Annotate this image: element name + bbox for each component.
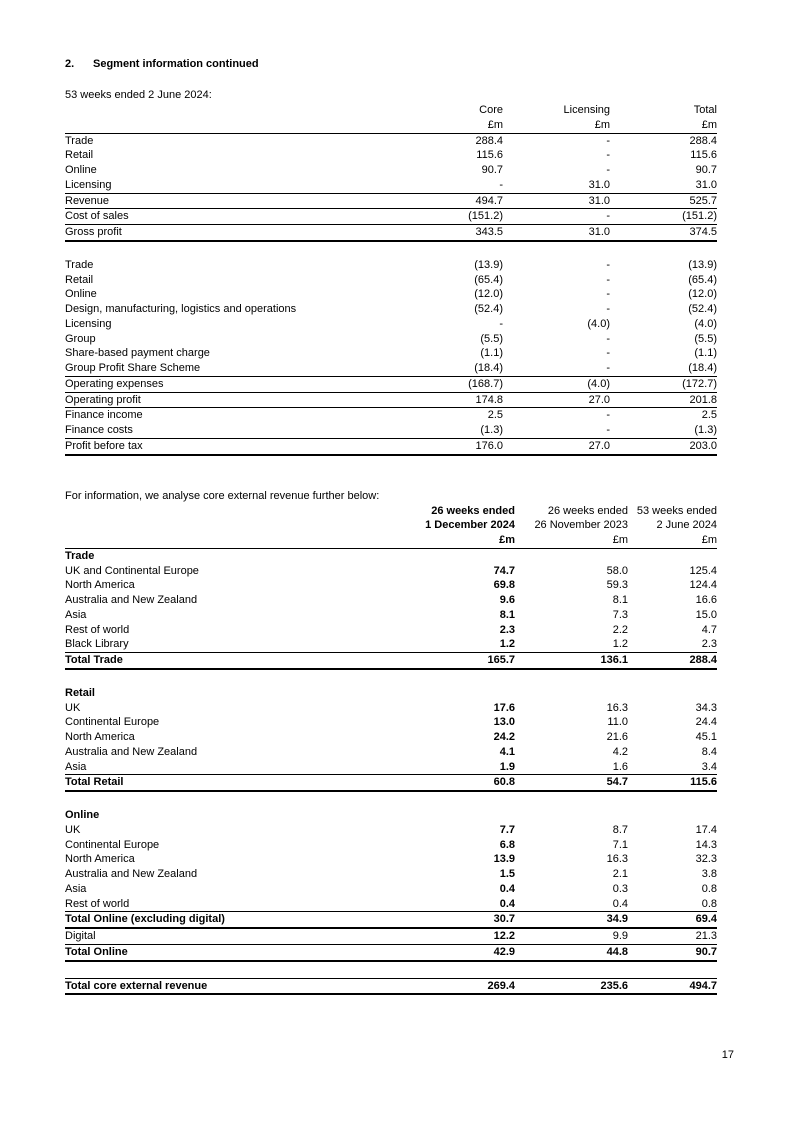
cell-value: -: [606, 347, 610, 360]
cell-value: (65.4): [474, 273, 503, 286]
table-row: [65, 225, 717, 241]
cell-value: 2.3: [701, 638, 717, 651]
cell-value: 3.4: [701, 760, 717, 773]
cell-value: (4.0): [694, 317, 717, 330]
row-label: Share-based payment charge: [65, 347, 210, 360]
table-row: [65, 423, 717, 438]
table-row: [65, 564, 717, 579]
cell-value: [395, 808, 515, 823]
cell-value: 8.7: [612, 823, 628, 836]
cell-value: 42.9: [395, 944, 515, 960]
cell-value: [628, 548, 717, 563]
cell-value: (151.2): [468, 210, 503, 223]
row-label: North America: [65, 731, 135, 743]
cell-value: 201.8: [610, 392, 717, 408]
table-row: [65, 408, 717, 423]
cell-value: 2.2: [612, 623, 628, 636]
table-row: [65, 944, 717, 960]
row-label: Asia: [65, 882, 87, 895]
cell-value: 21.3: [695, 930, 717, 942]
table-row: [65, 838, 717, 853]
cell-value: -: [606, 288, 610, 301]
cell-value: 31.0: [695, 178, 717, 191]
row-label: Online: [65, 164, 97, 176]
column-header: Core: [479, 104, 503, 116]
cell-value: 0.8: [701, 897, 717, 910]
cell-value: 288.4: [475, 134, 503, 147]
cell-value: 58.0: [606, 564, 628, 577]
table1-caption: 53 weeks ended 2 June 2024:: [65, 89, 212, 101]
row-label: Asia: [65, 608, 87, 621]
column-header-spacer: [65, 518, 395, 533]
cell-value: 165.7: [395, 653, 515, 669]
table-row: [65, 852, 717, 867]
column-header: £m: [360, 118, 503, 133]
cell-value: 4.1: [499, 745, 515, 758]
table-row: [65, 287, 717, 302]
cell-value: 8.1: [612, 594, 628, 606]
table-row: [65, 730, 717, 745]
cell-value: 174.8: [360, 392, 503, 408]
row-label: Total Trade: [65, 653, 395, 669]
cell-value: 90.7: [481, 164, 503, 176]
cell-value: 4.2: [612, 745, 628, 758]
cell-value: -: [499, 178, 503, 191]
cell-value: (1.1): [480, 347, 503, 360]
cell-value: 6.8: [499, 838, 515, 851]
table-row: [65, 317, 717, 332]
column-header-spacer: [65, 504, 395, 519]
column-header: 1 December 2024: [425, 519, 515, 532]
cell-value: 11.0: [607, 716, 628, 729]
cell-value: 125.4: [689, 564, 717, 577]
cell-value: -: [499, 317, 503, 330]
cell-value: 1.5: [499, 868, 515, 880]
cell-value: 69.8: [493, 579, 515, 592]
cell-value: 115.6: [476, 149, 503, 162]
row-label: Group Profit Share Scheme: [65, 362, 201, 374]
cell-value: 34.3: [695, 701, 717, 714]
cell-value: 374.5: [610, 225, 717, 241]
cell-value: -: [606, 303, 610, 315]
cell-value: 32.3: [695, 853, 717, 866]
cell-value: 69.4: [628, 912, 717, 928]
table-row: [65, 701, 717, 716]
cell-value: -: [606, 362, 610, 374]
cell-value: -: [606, 409, 610, 422]
cell-value: 27.0: [503, 438, 610, 454]
row-label: Group: [65, 332, 96, 345]
cell-value: [628, 686, 717, 701]
row-label: North America: [65, 579, 135, 592]
cell-value: (12.0): [474, 288, 503, 301]
row-label: Profit before tax: [65, 438, 360, 454]
cell-value: -: [606, 424, 610, 436]
row-label: UK and Continental Europe: [65, 564, 199, 577]
row-label: Operating profit: [65, 392, 360, 408]
table-row: [65, 332, 717, 347]
cell-value: 7.7: [499, 823, 515, 836]
cell-value: 0.4: [499, 882, 515, 895]
row-label: Total Online: [65, 944, 395, 960]
table-row: [65, 867, 717, 882]
cell-value: 1.2: [612, 638, 628, 651]
cell-value: (5.5): [694, 332, 717, 345]
column-header-spacer: [65, 533, 395, 548]
row-label: Retail: [65, 273, 94, 286]
cell-value: (1.3): [694, 424, 717, 436]
spacer-row: [65, 791, 717, 808]
cell-value: [395, 686, 515, 701]
row-label: Asia: [65, 760, 87, 773]
cell-value: 59.3: [606, 579, 628, 592]
row-label: Rest of world: [65, 623, 130, 636]
cell-value: 16.3: [606, 853, 628, 866]
column-header: 53 weeks ended: [636, 504, 717, 517]
table-row: [65, 438, 717, 454]
table-row: [65, 133, 717, 148]
row-label: Online: [65, 288, 97, 301]
row-label: Trade: [65, 549, 95, 562]
row-label: Finance costs: [65, 424, 133, 436]
cell-value: 8.4: [701, 745, 717, 758]
cell-value: [515, 548, 628, 563]
table-row: [65, 808, 717, 823]
table-row: [65, 163, 717, 178]
cell-value: -: [606, 273, 610, 286]
section-heading: [65, 57, 717, 72]
cell-value: 13.9: [493, 853, 515, 866]
cell-value: 235.6: [515, 978, 628, 994]
cell-value: 0.4: [499, 897, 515, 910]
table-row: [65, 578, 717, 593]
table-row: [65, 193, 717, 209]
row-label: Cost of sales: [65, 210, 129, 223]
row-label: Licensing: [65, 178, 112, 191]
row-label: Total Retail: [65, 775, 395, 791]
table-row: [65, 912, 717, 928]
row-label: Gross profit: [65, 225, 360, 241]
cell-value: 34.9: [515, 912, 628, 928]
cell-value: 494.7: [360, 193, 503, 209]
table-row: [65, 273, 717, 288]
table-row: [65, 392, 717, 408]
cell-value: 16.3: [606, 701, 628, 714]
cell-value: 54.7: [515, 775, 628, 791]
cell-value: 3.8: [701, 868, 717, 880]
column-header-spacer: [65, 103, 360, 118]
column-header: £m: [515, 533, 628, 548]
cell-value: (52.4): [474, 303, 503, 315]
row-label: Online: [65, 809, 100, 821]
cell-value: -: [606, 164, 610, 176]
row-label: Australia and New Zealand: [65, 745, 198, 758]
table-row: [65, 637, 717, 652]
column-header: £m: [610, 118, 717, 133]
cell-value: (151.2): [682, 210, 717, 223]
table-row: [65, 715, 717, 730]
table-row: [65, 302, 717, 317]
cell-value: 343.5: [360, 225, 503, 241]
cell-value: 525.7: [610, 193, 717, 209]
table-row: [65, 623, 717, 638]
column-header: 26 weeks ended: [431, 504, 515, 517]
cell-value: 27.0: [503, 392, 610, 408]
table-row: [65, 760, 717, 775]
cell-value: 16.6: [695, 594, 717, 606]
column-header: £m: [395, 533, 515, 548]
column-header: 26 weeks ended: [547, 504, 628, 517]
cell-value: 2.3: [499, 623, 515, 636]
row-label: Retail: [65, 149, 94, 162]
cell-value: 1.2: [499, 638, 515, 651]
table-row: [65, 823, 717, 838]
cell-value: 9.9: [612, 930, 628, 942]
table-row: [65, 897, 717, 912]
cell-value: 15.0: [695, 608, 717, 621]
cell-value: 17.6: [493, 701, 515, 714]
cell-value: 2.5: [701, 409, 717, 422]
cell-value: 0.4: [612, 897, 628, 910]
table-row: [65, 653, 717, 669]
cell-value: (4.0): [587, 317, 610, 330]
spacer-row: [65, 241, 717, 258]
cell-value: (1.3): [480, 424, 503, 436]
cell-value: (13.9): [474, 258, 503, 271]
cell-value: 4.7: [701, 623, 717, 636]
cell-value: 494.7: [628, 978, 717, 994]
cell-value: 269.4: [395, 978, 515, 994]
table-row: [65, 686, 717, 701]
row-label: UK: [65, 701, 81, 714]
table-row: [65, 258, 717, 273]
section-heading-number: 2.: [65, 58, 75, 70]
row-label: Trade: [65, 134, 94, 147]
row-label: Digital: [65, 930, 96, 942]
cell-value: (52.4): [688, 303, 717, 315]
cell-value: 7.3: [612, 608, 628, 621]
table-row: [65, 148, 717, 163]
cell-value: 60.8: [395, 775, 515, 791]
row-label: Australia and New Zealand: [65, 594, 198, 606]
column-header: £m: [503, 118, 610, 133]
row-label: Operating expenses: [65, 376, 360, 392]
cell-value: [515, 686, 628, 701]
cell-value: 288.4: [689, 134, 717, 147]
cell-value: 31.0: [503, 225, 610, 241]
cell-value: 90.7: [695, 164, 717, 176]
cell-value: (18.4): [688, 362, 717, 374]
cell-value: -: [606, 258, 610, 271]
cell-value: [395, 548, 515, 563]
spacer-row: [65, 961, 717, 979]
cell-value: (168.7): [360, 376, 503, 392]
page-content: [65, 57, 717, 995]
cell-value: 24.4: [695, 716, 717, 729]
table-row: [65, 376, 717, 392]
table2-caption: For information, we analyse core external revenue further below:: [65, 489, 380, 502]
cell-value: 45.1: [695, 731, 717, 743]
cell-value: 1.9: [499, 760, 515, 773]
cell-value: 1.6: [612, 760, 628, 773]
table-row: [65, 608, 717, 623]
cell-value: 9.6: [499, 594, 515, 606]
cell-value: 31.0: [588, 178, 610, 191]
column-header: Total: [693, 104, 717, 116]
cell-value: (1.1): [694, 347, 717, 360]
cell-value: (18.4): [474, 362, 503, 374]
section-heading-title: Segment information continued: [93, 58, 259, 70]
cell-value: 2.1: [612, 868, 628, 880]
table-row: [65, 928, 717, 944]
row-label: Australia and New Zealand: [65, 868, 198, 880]
cell-value: 203.0: [610, 438, 717, 454]
row-label: Rest of world: [65, 897, 130, 910]
table-row: [65, 775, 717, 791]
cell-value: 44.8: [515, 944, 628, 960]
row-label: Trade: [65, 258, 94, 271]
table-row: [65, 209, 717, 225]
cell-value: -: [606, 134, 610, 147]
row-label: Licensing: [65, 317, 112, 330]
core-external-revenue-table: [65, 504, 717, 996]
cell-value: -: [606, 210, 610, 223]
cell-value: -: [606, 332, 610, 345]
page-number: 17: [721, 1049, 734, 1061]
table-row: [65, 361, 717, 376]
cell-value: 2.5: [487, 409, 503, 422]
row-label: Finance income: [65, 409, 143, 422]
cell-value: 115.6: [628, 775, 717, 791]
cell-value: (12.0): [688, 288, 717, 301]
row-label: Continental Europe: [65, 838, 160, 851]
cell-value: 30.7: [395, 912, 515, 928]
cell-value: 0.8: [701, 882, 717, 895]
cell-value: 124.4: [689, 579, 717, 592]
column-header: £m: [628, 533, 717, 548]
row-label: Total core external revenue: [65, 978, 395, 994]
row-label: UK: [65, 823, 81, 836]
cell-value: 14.3: [695, 838, 717, 851]
cell-value: 288.4: [628, 653, 717, 669]
table-row: [65, 178, 717, 193]
cell-value: 21.6: [606, 731, 628, 743]
cell-value: 17.4: [695, 823, 717, 836]
cell-value: (65.4): [688, 273, 717, 286]
cell-value: 13.0: [493, 716, 515, 729]
cell-value: [515, 808, 628, 823]
cell-value: 115.6: [690, 149, 717, 162]
table-row: [65, 548, 717, 563]
column-header: 2 June 2024: [656, 519, 717, 532]
cell-value: 31.0: [503, 193, 610, 209]
segment-results-table: [65, 103, 717, 456]
cell-value: (5.5): [480, 332, 503, 345]
row-label: Total Online (excluding digital): [65, 912, 395, 928]
cell-value: 0.3: [612, 882, 628, 895]
cell-value: (172.7): [610, 376, 717, 392]
column-header: 26 November 2023: [534, 519, 628, 532]
cell-value: -: [606, 149, 610, 162]
cell-value: (4.0): [503, 376, 610, 392]
table-row: [65, 745, 717, 760]
row-label: Retail: [65, 686, 95, 699]
spacer-row: [65, 669, 717, 686]
table-row: [65, 978, 717, 994]
cell-value: 12.2: [493, 930, 515, 942]
table-row: [65, 882, 717, 897]
cell-value: 176.0: [360, 438, 503, 454]
cell-value: [628, 808, 717, 823]
cell-value: 8.1: [499, 608, 515, 621]
cell-value: 90.7: [628, 944, 717, 960]
cell-value: (13.9): [688, 258, 717, 271]
table-row: [65, 593, 717, 608]
row-label: Black Library: [65, 638, 129, 651]
row-label: North America: [65, 853, 135, 866]
row-label: Revenue: [65, 193, 360, 209]
cell-value: 24.2: [493, 731, 515, 743]
row-label: Continental Europe: [65, 716, 160, 729]
cell-value: 136.1: [515, 653, 628, 669]
cell-value: 74.7: [493, 564, 515, 577]
table-row: [65, 346, 717, 361]
column-header-spacer: [65, 118, 360, 133]
column-header: Licensing: [563, 104, 610, 116]
cell-value: 7.1: [612, 838, 628, 851]
row-label: Design, manufacturing, logistics and operations: [65, 303, 297, 315]
